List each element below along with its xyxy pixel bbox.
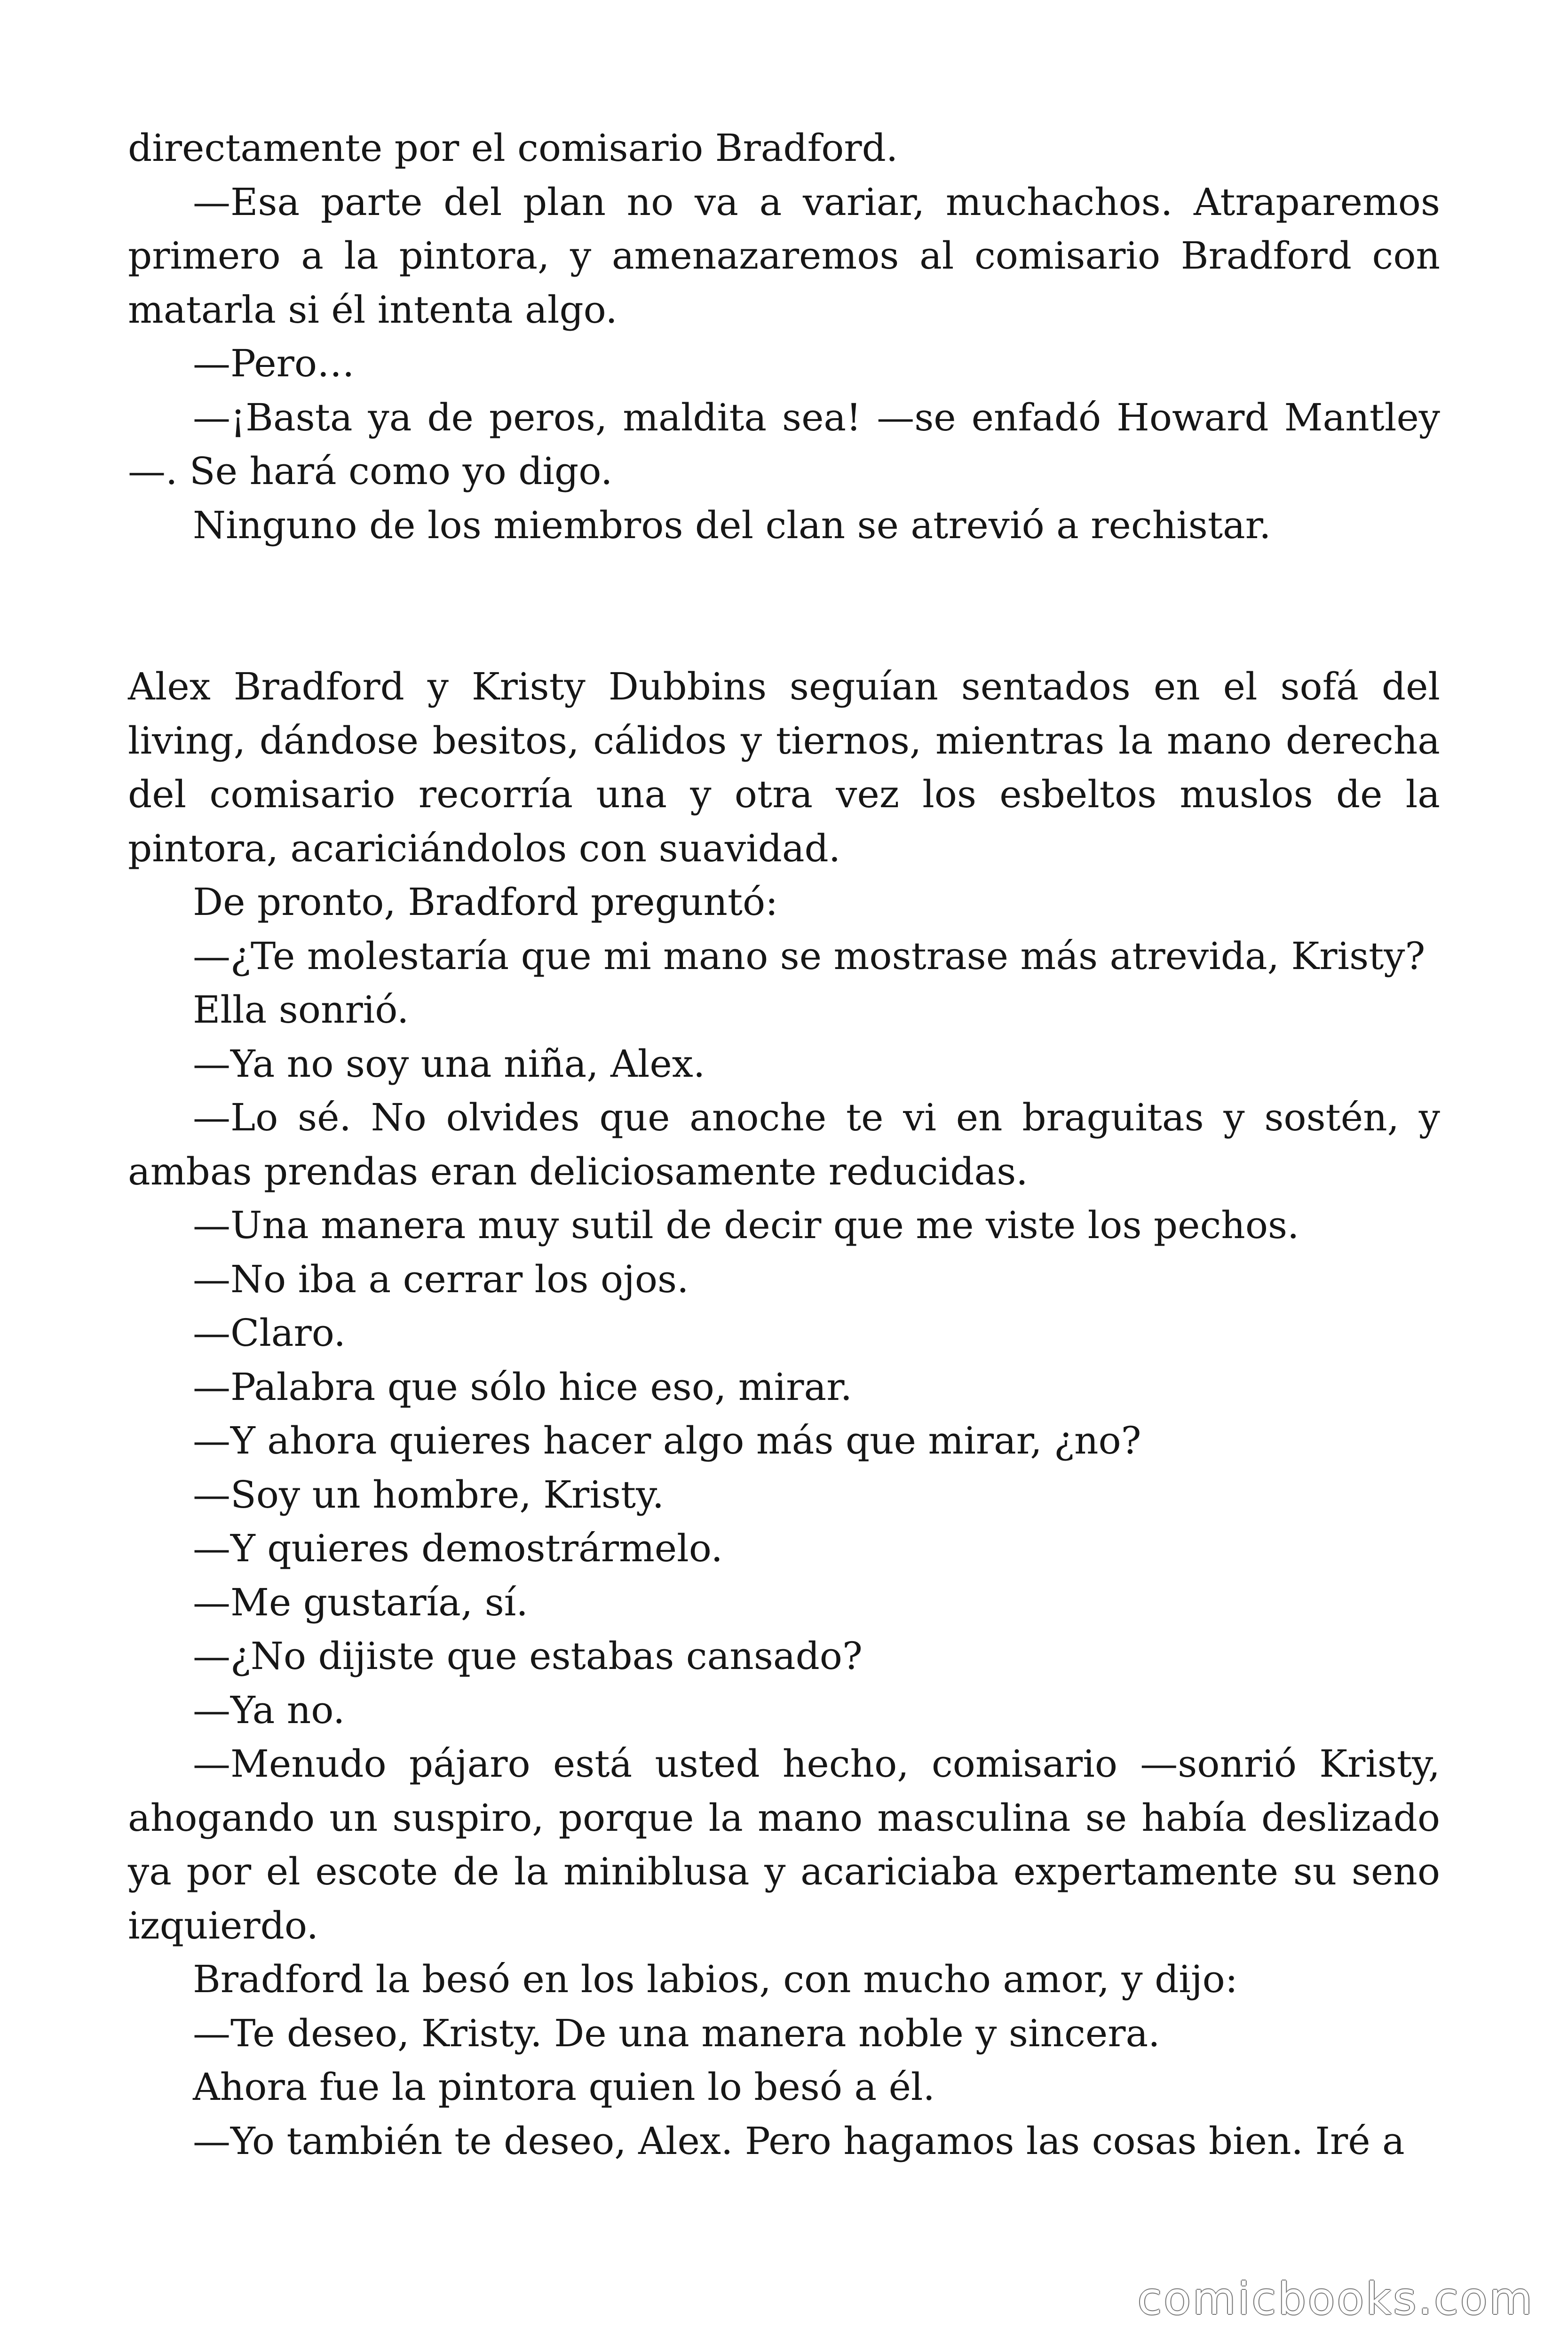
- paragraph: —Te deseo, Kristy. De una manera noble y sincera.: [193, 2011, 1160, 2055]
- paragraph: —Esa parte del plan no va a variar, muchachos. Atraparemos primero a la pintora, y amenazaremos al comisario Bradford con matarla si él intenta algo.: [128, 180, 1440, 332]
- paragraph: —No iba a cerrar los ojos.: [193, 1257, 689, 1301]
- paragraph: —¿Te molestaría que mi mano se mostrase más atrevida, Kristy?: [193, 934, 1425, 978]
- paragraph: —¿No dijiste que estabas cansado?: [193, 1634, 863, 1678]
- paragraph: De pronto, Bradford preguntó:: [193, 880, 778, 924]
- paragraph: —Lo sé. No olvides que anoche te vi en braguitas y sostén, y ambas prendas eran deliciosamente reducidas.: [128, 1096, 1440, 1193]
- paragraph: —Claro.: [193, 1311, 346, 1355]
- watermark-logo: comicbooks.com: [1137, 2273, 1534, 2325]
- paragraph: —Ya no soy una niña, Alex.: [193, 1041, 705, 1086]
- paragraph: Alex Bradford y Kristy Dubbins seguían sentados en el sofá del living, dándose besitos, cálidos y tiernos, mientras la mano derecha del comisario recorría una y otra vez los esbeltos muslos de la pintora, acariciándolos con suavidad.: [128, 665, 1440, 870]
- paragraph: —Soy un hombre, Kristy.: [193, 1472, 665, 1517]
- paragraph: Ninguno de los miembros del clan se atrevió a rechistar.: [193, 503, 1271, 547]
- scene-break: [128, 552, 1440, 660]
- paragraph: —Y ahora quieres hacer algo más que mirar, ¿no?: [193, 1419, 1141, 1462]
- paragraph: —Ya no.: [193, 1688, 345, 1732]
- text-block-before-break: [128, 121, 1440, 552]
- paragraph: —Me gustaría, sí.: [193, 1580, 528, 1624]
- paragraph: —Menudo pájaro está usted hecho, comisario —sonrió Kristy, ahogando un suspiro, porque la mano masculina se había deslizado ya por el escote de la miniblusa y acariciaba expertamente su seno izquierdo.: [128, 1742, 1440, 1947]
- paragraph: —Pero…: [193, 342, 355, 385]
- paragraph: Bradford la besó en los labios, con mucho amor, y dijo:: [193, 1957, 1238, 2001]
- paragraph: directamente por el comisario Bradford.: [128, 126, 898, 170]
- text-block-after-break: [128, 660, 1440, 2168]
- paragraph: —Una manera muy sutil de decir que me viste los pechos.: [193, 1203, 1299, 1247]
- paragraph: Ahora fue la pintora quien lo besó a él.: [193, 2065, 935, 2109]
- paragraph: —Yo también te deseo, Alex. Pero hagamos las cosas bien. Iré a: [193, 2119, 1405, 2163]
- page-body: [128, 121, 1440, 2168]
- paragraph: Ella sonrió.: [193, 988, 409, 1032]
- paragraph: —Palabra que sólo hice eso, mirar.: [193, 1365, 853, 1409]
- paragraph: —Y quieres demostrármelo.: [193, 1526, 723, 1570]
- paragraph: —¡Basta ya de peros, maldita sea! —se enfadó Howard Mantley —. Se hará como yo digo.: [128, 395, 1440, 493]
